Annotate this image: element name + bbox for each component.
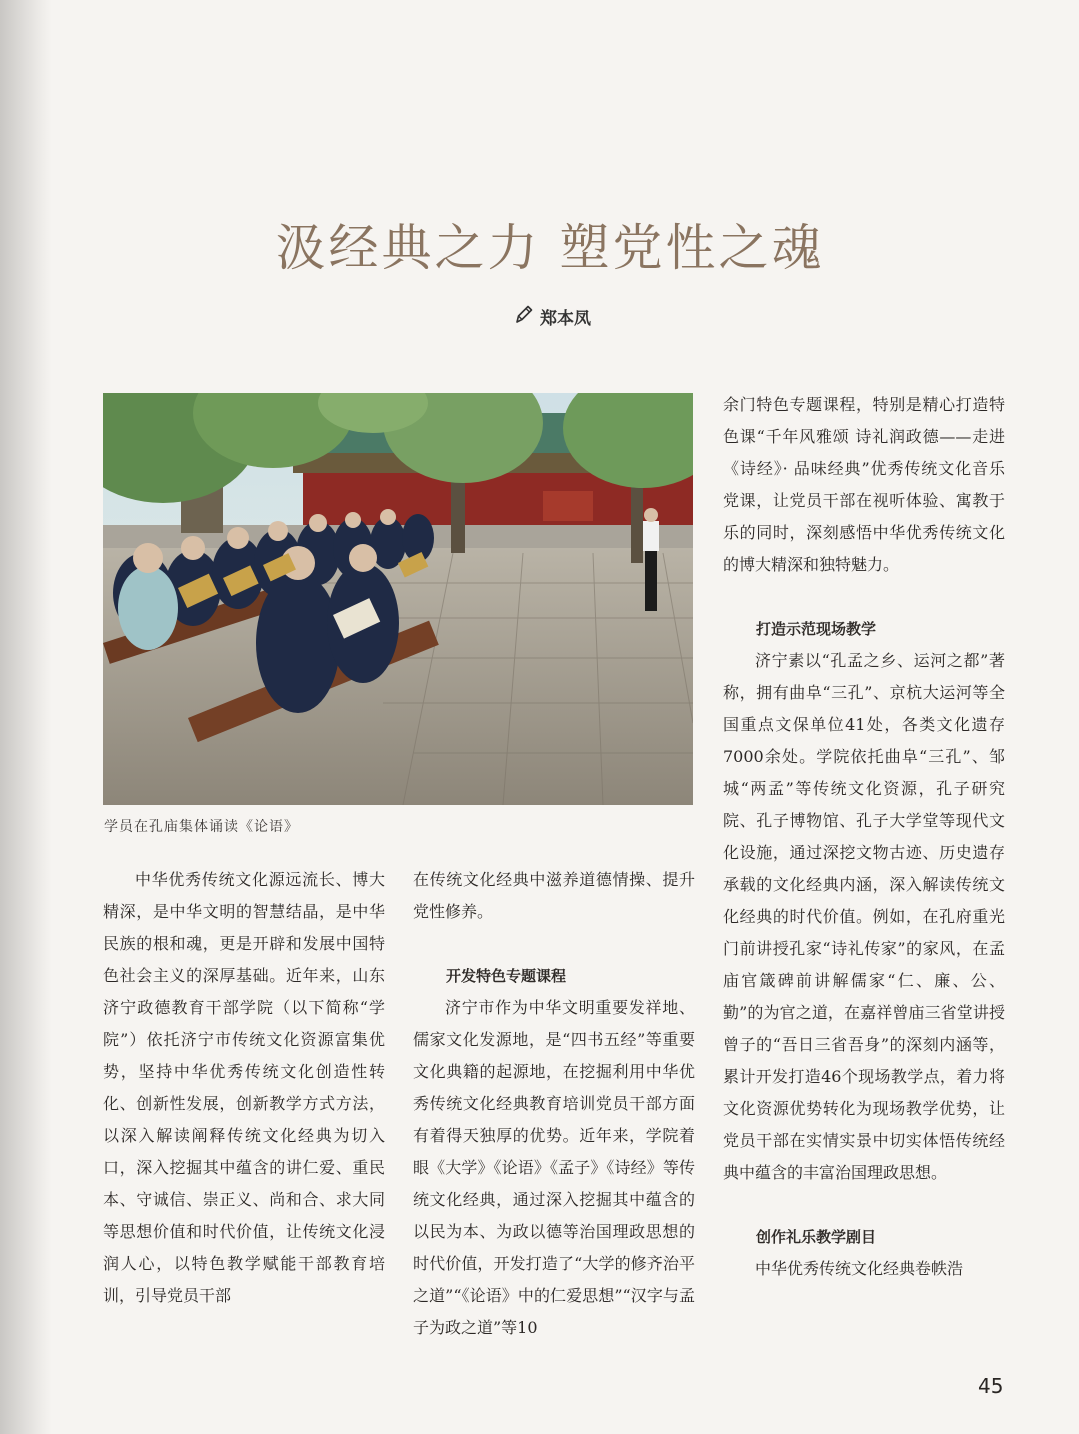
section-heading-onsite: 打造示范现场教学 [756,620,877,638]
section-heading-courses: 开发特色专题课程 [446,967,567,985]
author-name: 郑本凤 [540,308,591,329]
photo-caption: 学员在孔庙集体诵读《论语》 [104,819,299,835]
onsite-paragraph: 济宁素以“孔孟之乡、运河之都”著称，拥有曲阜“三孔”、京杭大运河等全国重点文保单位41处，各类文化遗存7000余处。学院依托曲阜“三孔”、邹城“两孟”等传统文化资源，孔子研究院、孔子博物馆、孔子大学堂等现代文化设施，通过深挖文物古迹、历史遗存承载的文化经典内涵，深入解读传统文化经典的时代价值。例如，在孔府重光门前讲授孔家“诗礼传家”的家风，在孟庙官箴碑前讲解儒家“仁、廉、公、勤”的为官之道，在嘉祥曾庙三省堂讲授曾子的“吾日三省吾身”的深刻内涵等，累计开发打造46个现场教学点，着力将文化资源优势转化为现场教学优势，让党员干部在实情实景中切实体悟传统经典中蕴含的丰富治国理政思想。 [723,651,1005,1182]
column-left [103,864,385,1312]
courses-paragraph: 济宁市作为中华文明重要发祥地、儒家文化发源地，是“四书五经”等重要文化典籍的起源地，在挖掘利用中华优秀传统文化经典教育培训党员干部方面有着得天独厚的优势。近年来，学院着眼《大学》《论语》《孟子》《诗经》等传统文化经典，通过深入挖掘其中蕴含的以民为本、为政以德等治国理政思想的时代价值，开发打造了“大学的修齐治平之道”“《论语》中的仁爱思想”“汉字与孟子为政之道”等10 [413,998,695,1337]
courses-continuation: 余门特色专题课程，特别是精心打造特色课“千年风雅颂 诗礼润政德——走进《诗经》· 品味经典”优秀传统文化音乐党课，让党员干部在视听体验、寓教于乐的同时，深刻感悟中华优秀传统文化的博大精深和独特魅力。 [723,395,1005,574]
article-title: 汲经典之力 塑党性之魂 [275,219,825,277]
author-byline [514,302,591,330]
column-right [723,389,1005,1285]
column-middle [413,864,695,1344]
article-photo [103,393,693,805]
pen-icon [514,303,534,330]
intro-continuation: 在传统文化经典中滋养道德情操、提升党性修养。 [413,870,695,921]
section-heading-ritual-music: 创作礼乐教学剧目 [756,1228,877,1246]
page-number: 45 [978,1374,1004,1398]
intro-paragraph: 中华优秀传统文化源远流长、博大精深，是中华文明的智慧结晶，是中华民族的根和魂，更是开辟和发展中国特色社会主义的深厚基础。近年来，山东济宁政德教育干部学院（以下简称“学院”）依托济宁市传统文化资源富集优势，坚持中华优秀传统文化创造性转化、创新性发展，创新教学方式方法，以深入解读阐释传统文化经典为切入口，深入挖掘其中蕴含的讲仁爱、重民本、守诚信、崇正义、尚和合、求大同等思想价值和时代价值，让传统文化浸润人心，以特色教学赋能干部教育培训，引导党员干部 [103,870,385,1305]
ritual-music-paragraph: 中华优秀传统文化经典卷帙浩 [755,1259,964,1278]
